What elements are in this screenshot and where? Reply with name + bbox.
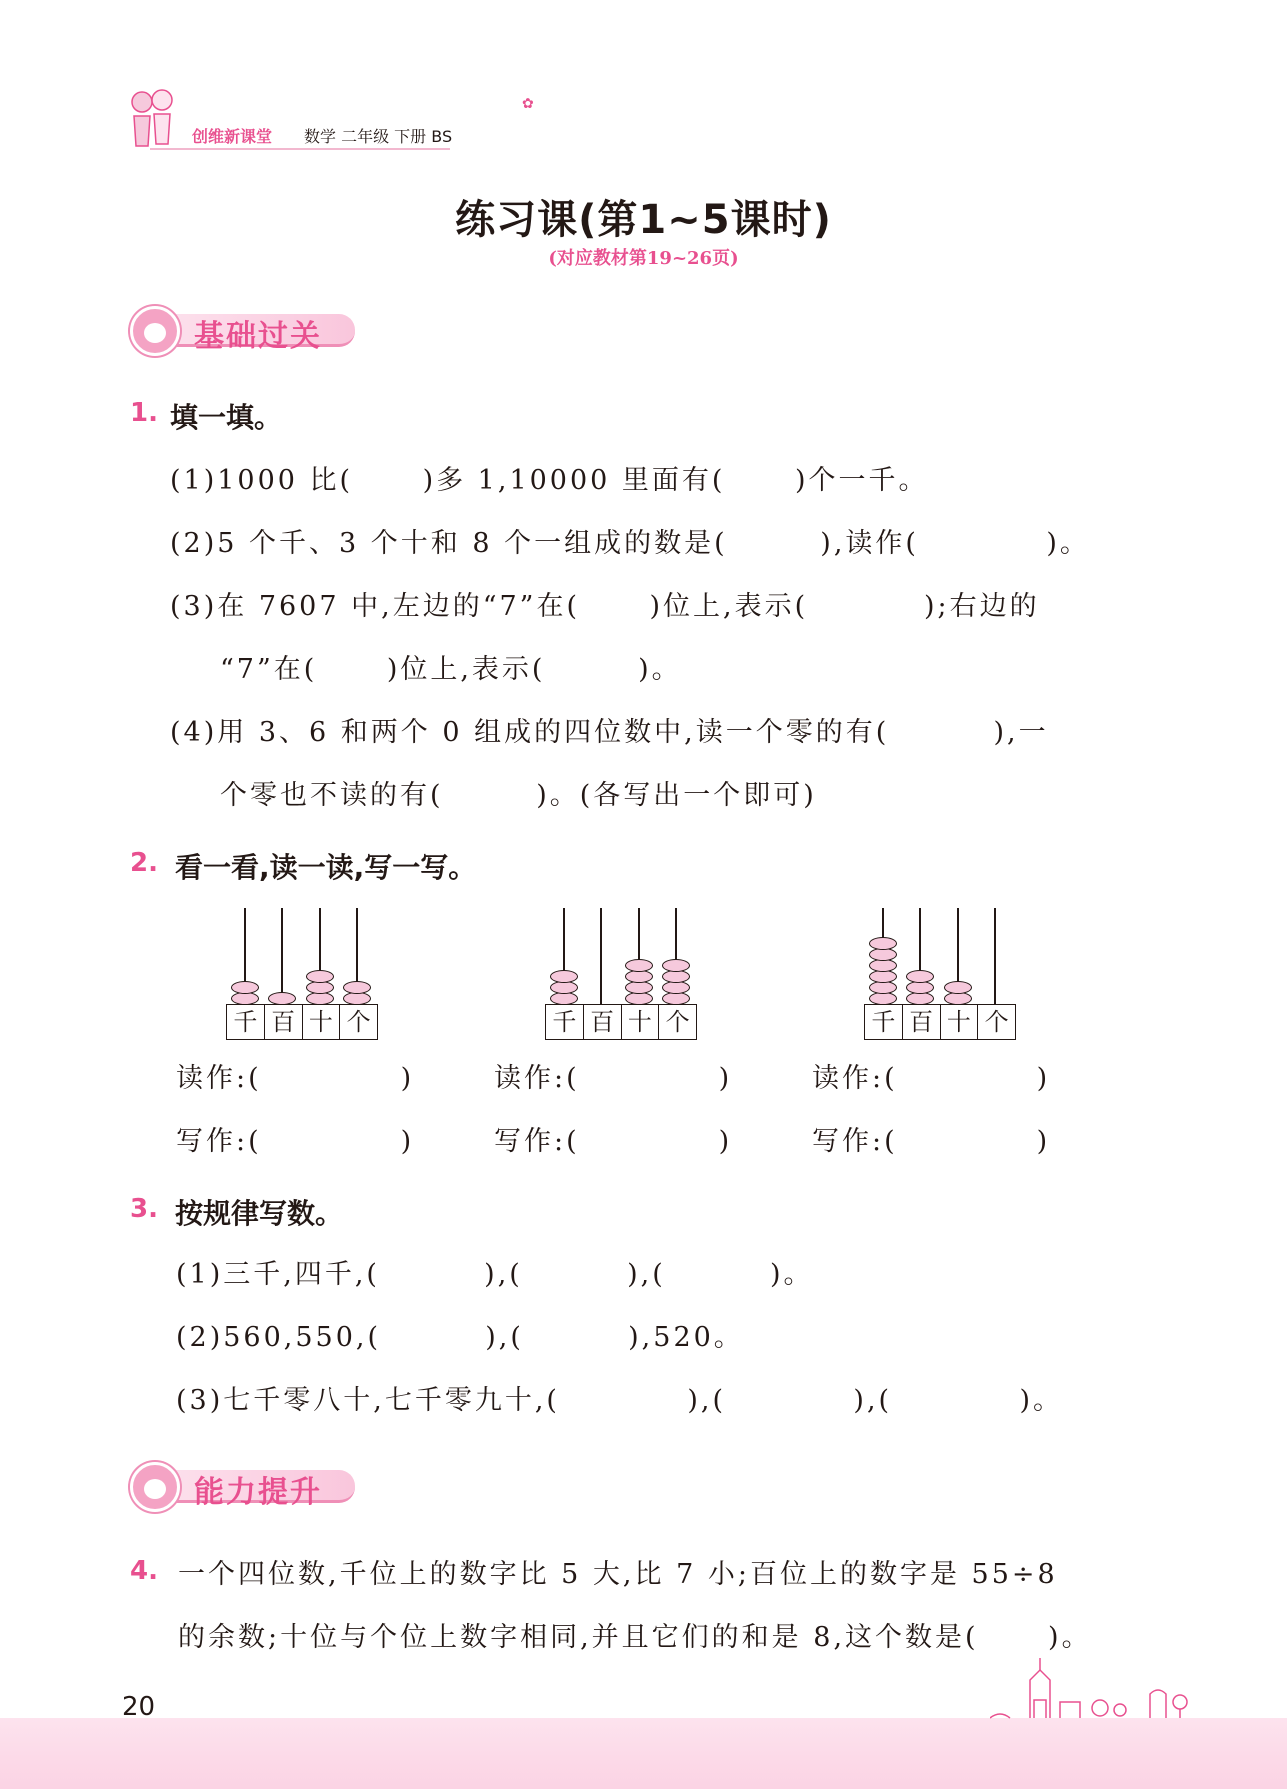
abacus-3: [864, 908, 1016, 1040]
q1-line-2: (2)5 个千、3 个十和 8 个一组成的数是( ),读作( )。: [170, 528, 1090, 559]
q4-line-2: 的余数;十位与个位上数字相同,并且它们的和是 8,这个数是( )。: [178, 1622, 1092, 1653]
abacus-2: [545, 908, 697, 1040]
q2-title: 看一看,读一读,写一写。: [175, 851, 477, 884]
flower-icon: ✿: [522, 96, 534, 112]
abacus-2-read: 读作:( ): [494, 1063, 733, 1094]
q4-number: 4.: [130, 1556, 158, 1586]
header-divider: [150, 148, 450, 150]
header-logo: [128, 86, 176, 156]
q3-number: 3.: [130, 1194, 158, 1224]
abacus-bead: [906, 970, 934, 983]
abacus-base: [545, 1004, 697, 1040]
footer-band: [0, 1718, 1287, 1789]
abacus-rod-ones: [994, 908, 996, 1004]
page-number: 20: [122, 1692, 156, 1722]
header-meta: 数学 二年级 下册 BS: [304, 127, 453, 146]
abacus-2-write: 写作:( ): [494, 1126, 733, 1157]
place-thousands: 千: [546, 1005, 584, 1039]
abacus-base: [226, 1004, 378, 1040]
section-advanced-banner: [130, 1462, 370, 1510]
q3-line-2: (2)560,550,( ),( ),520。: [176, 1322, 744, 1353]
q3-line-3: (3)七千零八十,七千零九十,( ),( ),( )。: [176, 1385, 1064, 1416]
place-tens: 十: [622, 1005, 660, 1039]
abacus-bead: [550, 970, 578, 983]
place-tens: 十: [303, 1005, 341, 1039]
abacus-bead: [662, 959, 690, 972]
abacus-bead: [231, 981, 259, 994]
q1-line-4: “7”在( )位上,表示( )。: [220, 654, 682, 685]
abacus-3-write: 写作:( ): [812, 1126, 1051, 1157]
header-brand: 创维新课堂: [192, 127, 273, 146]
mascot-icon: [130, 1462, 180, 1512]
q1-line-5: (4)用 3、6 和两个 0 组成的四位数中,读一个零的有( ),一: [170, 717, 1049, 748]
q1-line-1: (1)1000 比( )多 1,10000 里面有( )个一千。: [170, 465, 929, 496]
abacus-base: [864, 1004, 1016, 1040]
castle-icon: [990, 1650, 1190, 1720]
abacus-1-write: 写作:( ): [176, 1126, 415, 1157]
place-thousands: 千: [865, 1005, 903, 1039]
abacus-rod-hundreds: [281, 908, 283, 1004]
q2-number: 2.: [130, 848, 158, 878]
mascot-icon: [130, 306, 180, 356]
q4-line-1: 一个四位数,千位上的数字比 5 大,比 7 小;百位上的数字是 55÷8: [178, 1559, 1058, 1590]
abacus-3-read: 读作:( ): [812, 1063, 1051, 1094]
place-hundreds: 百: [265, 1005, 303, 1039]
abacus-1: [226, 908, 378, 1040]
q1-line-6: 个零也不读的有( )。(各写出一个即可): [220, 780, 817, 811]
place-hundreds: 百: [903, 1005, 941, 1039]
place-ones: 个: [346, 1008, 371, 1036]
section-advanced-label: 能力提升: [194, 1475, 322, 1510]
abacus-bead: [869, 937, 897, 950]
section-basic-label: 基础过关: [194, 319, 322, 354]
q1-line-3: (3)在 7607 中,左边的“7”在( )位上,表示( );右边的: [170, 591, 1040, 622]
section-basic-banner: [130, 306, 370, 354]
place-ones: 个: [984, 1008, 1009, 1036]
abacus-1-read: 读作:( ): [176, 1063, 415, 1094]
abacus-bead: [306, 970, 334, 983]
q1-title: 填一填。: [170, 401, 283, 434]
place-ones: 个: [665, 1008, 690, 1036]
abacus-bead: [944, 981, 972, 994]
q3-line-1: (1)三千,四千,( ),( ),( )。: [176, 1259, 814, 1290]
abacus-bead: [343, 981, 371, 994]
place-thousands: 千: [227, 1005, 265, 1039]
page-subtitle: (对应教材第19~26页): [548, 248, 739, 269]
place-tens: 十: [941, 1005, 979, 1039]
abacus-bead: [625, 959, 653, 972]
abacus-rod-hundreds: [600, 908, 602, 1004]
q3-title: 按规律写数。: [175, 1197, 344, 1230]
q1-number: 1.: [130, 398, 158, 428]
place-hundreds: 百: [584, 1005, 622, 1039]
page-title: 练习课(第1~5课时): [455, 197, 832, 243]
